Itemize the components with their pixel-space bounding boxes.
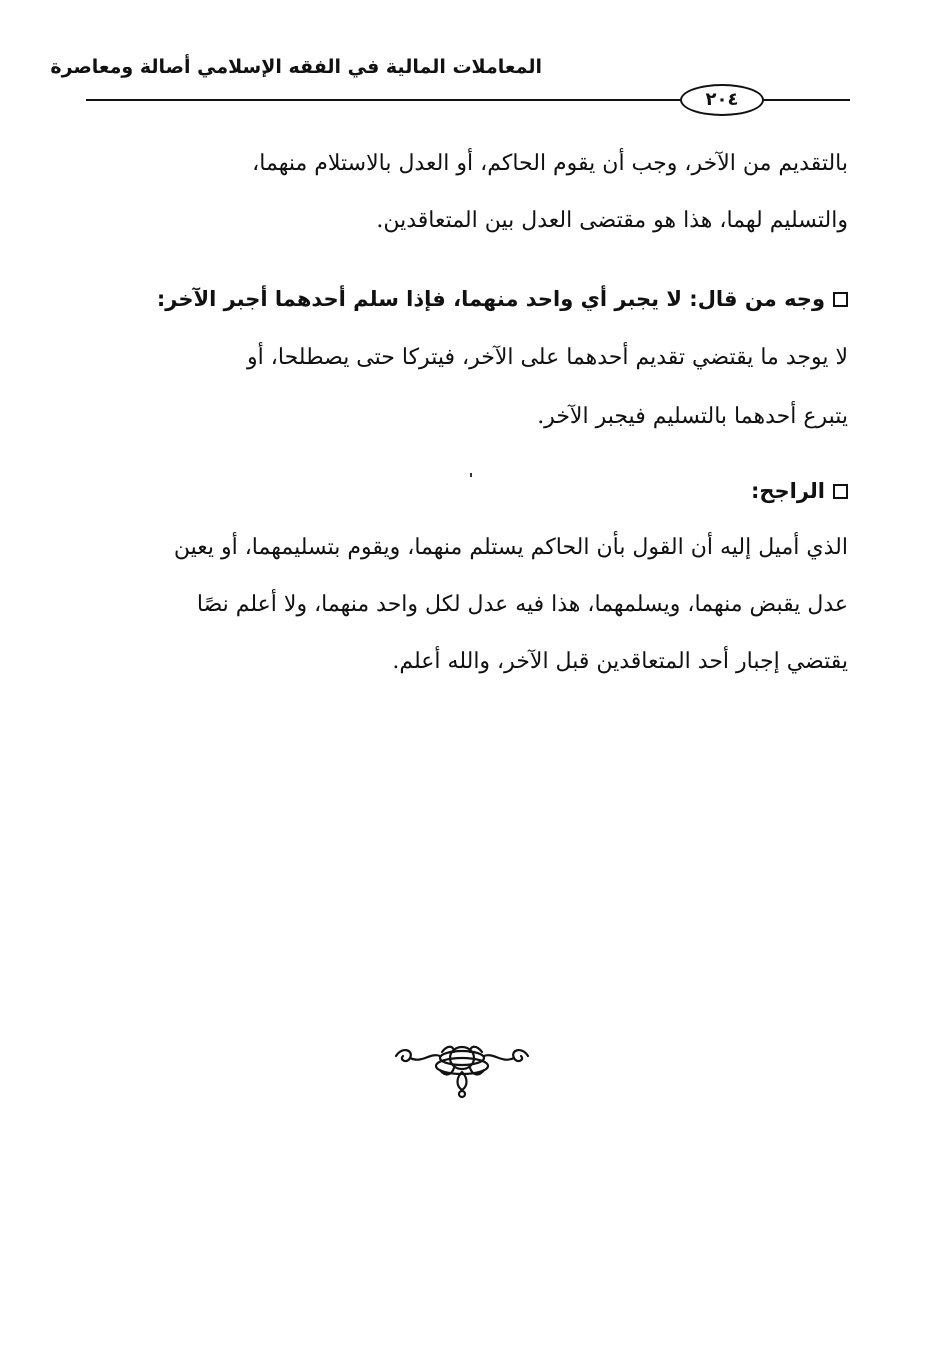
body-line-2: والتسليم لهما، هذا هو مقتضى العدل بين المتعاقدين. <box>376 208 848 233</box>
section-heading-1 <box>157 283 848 315</box>
section-heading-2 <box>751 475 848 507</box>
section-heading-2-text: الراجح: <box>750 479 825 503</box>
section2-line-2: عدل يقبض منهما، ويسلمهما، هذا فيه عدل لكل واحد منهما، ولا أعلم نصًا <box>196 592 848 617</box>
running-head-title: المعاملات المالية في الفقه الإسلامي أصالة ومعاصرة <box>50 56 542 78</box>
body-line-1: بالتقديم من الآخر، وجب أن يقوم الحاكم، أو العدل بالاستلام منهما، <box>252 151 848 176</box>
floral-divider-icon <box>388 1042 536 1102</box>
page-number: ٢٠٤ <box>680 84 764 116</box>
section2-line-1: الذي أميل إليه أن القول بأن الحاكم يستلم منهما، ويقوم بتسليمهما، أو يعين <box>173 535 848 560</box>
header-rule-right <box>764 99 850 101</box>
checkbox-bullet-icon <box>833 292 848 307</box>
header-rule-left <box>86 99 680 101</box>
section-heading-1-text: وجه من قال: لا يجبر أي واحد منهما، فإذا سلم أحدهما أجبر الآخر: <box>156 287 825 311</box>
section1-line-1: لا يوجد ما يقتضي تقديم أحدهما على الآخر، فيتركا حتى يصطلحا، أو <box>247 345 848 370</box>
stray-mark <box>470 473 472 477</box>
section1-line-2: يتبرع أحدهما بالتسليم فيجبر الآخر. <box>537 404 848 429</box>
section2-line-3: يقتضي إجبار أحد المتعاقدين قبل الآخر، والله أعلم. <box>392 649 848 674</box>
checkbox-bullet-icon <box>833 484 848 499</box>
